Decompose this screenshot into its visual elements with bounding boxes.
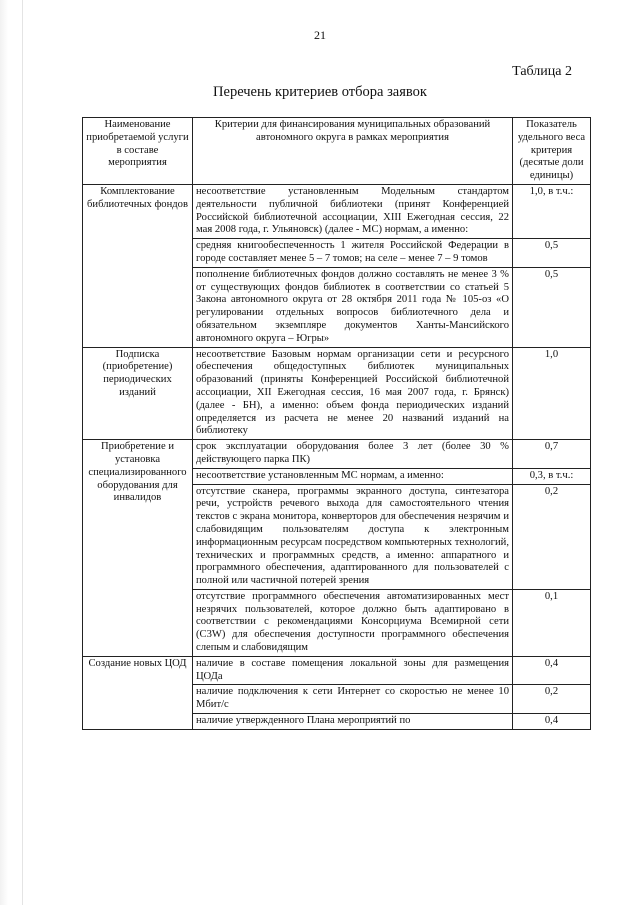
table-row [83,440,591,469]
criterion-cell: несоответствие установленным МС нормам, а именно: [193,468,513,484]
criterion-cell: несоответствие Базовым нормам организации сети и ресурсного обеспечения общедоступных библиотек муниципальных образований (приняты Конференцией Российской библиотечной ассоциации, XII Ежегодная сессия, 16 мая 2007 года, г. Брянск) (далее - БН), а именно: объем фонда периодических изданий определяется из расчета не менее 20 названий изданий на библиотеку [193,347,513,440]
page-number: 21 [314,28,326,42]
criterion-cell: срок эксплуатации оборудования более 3 лет (более 30 % действующего парка ПК) [193,440,513,469]
table-row [83,656,591,685]
scan-artifact-line [22,0,23,905]
weight-cell: 0,7 [513,440,591,469]
criterion-cell: наличие утвержденного Плана мероприятий по [193,714,513,730]
service-cell: Комплектование библиотечных фондов [83,184,193,347]
table-row [83,184,591,238]
criterion-cell: несоответствие установленным Модельным стандартом деятельности публичной библиотеки (принят Конференцией Российской библиотечной ассоциации, XIII Ежегодная сессия, 22 мая 2008 года, г. Ульяновск) (далее - МС) нормам, а именно: [193,184,513,238]
header-service: Наименование приобретаемой услуги в составе мероприятия [83,118,193,185]
weight-cell: 0,3, в т.ч.: [513,468,591,484]
service-cell: Подписка (приобретение) периодических изданий [83,347,193,440]
table-row [83,347,591,440]
criterion-cell: отсутствие сканера, программы экранного доступа, синтезатора речи, устройств речевого выхода для самостоятельного чтения текстов с экрана монитора, конверторов для обеспечения незрячим и слабовидящим пользователям доступа к электронным информационным ресурсам посредством компьютерных технологий, технических и программных средств, а именно: аппаратного и программного обеспечения, адаптированного для пользователей с полной или частичной потерей зрения [193,484,513,589]
weight-cell: 0,4 [513,656,591,685]
weight-cell: 0,5 [513,239,591,268]
weight-cell: 0,4 [513,714,591,730]
criterion-cell: средняя книгообеспеченность 1 жителя Российской Федерации в городе составляет менее 5 – 7 томов; на селе – менее 7 – 9 томов [193,239,513,268]
table-label: Таблица 2 [512,64,572,79]
header-weight: Показатель удельного веса критерия (десятые доли единицы) [513,118,591,185]
scan-left-edge [0,0,8,905]
criterion-cell: пополнение библиотечных фондов должно составлять не менее 3 % от существующих фондов библиотек в соответствии со статьей 5 Закона автономного округа от 28 октября 2011 года № 105-оз «О регулировании отдельных вопросов библиотечного дела и обязательном экземпляре документов Ханты-Мансийского автономного округа – Югры» [193,267,513,347]
weight-cell: 0,2 [513,484,591,589]
weight-cell: 0,5 [513,267,591,347]
weight-cell: 1,0 [513,347,591,440]
header-row [83,118,591,185]
criterion-cell: наличие в составе помещения локальной зоны для размещения ЦОДа [193,656,513,685]
criterion-cell: наличие подключения к сети Интернет со скоростью не менее 10 Мбит/с [193,685,513,714]
service-cell: Приобретение и установка специализированного оборудования для инвалидов [83,440,193,657]
document-title: Перечень критериев отбора заявок [213,84,427,100]
criteria-table [82,117,591,730]
weight-cell: 1,0, в т.ч.: [513,184,591,238]
service-cell: Создание новых ЦОД [83,656,193,729]
header-criteria: Критерии для финансирования муниципальных образований автономного округа в рамках мероприятия [193,118,513,185]
criterion-cell: отсутствие программного обеспечения автоматизированных мест незрячих пользователей, которое должно быть адаптировано в соответствии с рекомендациями Консорциума Всемирной сети (C3W) для обеспечения доступности программного обеспечения слепым и слабовидящим [193,589,513,656]
weight-cell: 0,1 [513,589,591,656]
weight-cell: 0,2 [513,685,591,714]
